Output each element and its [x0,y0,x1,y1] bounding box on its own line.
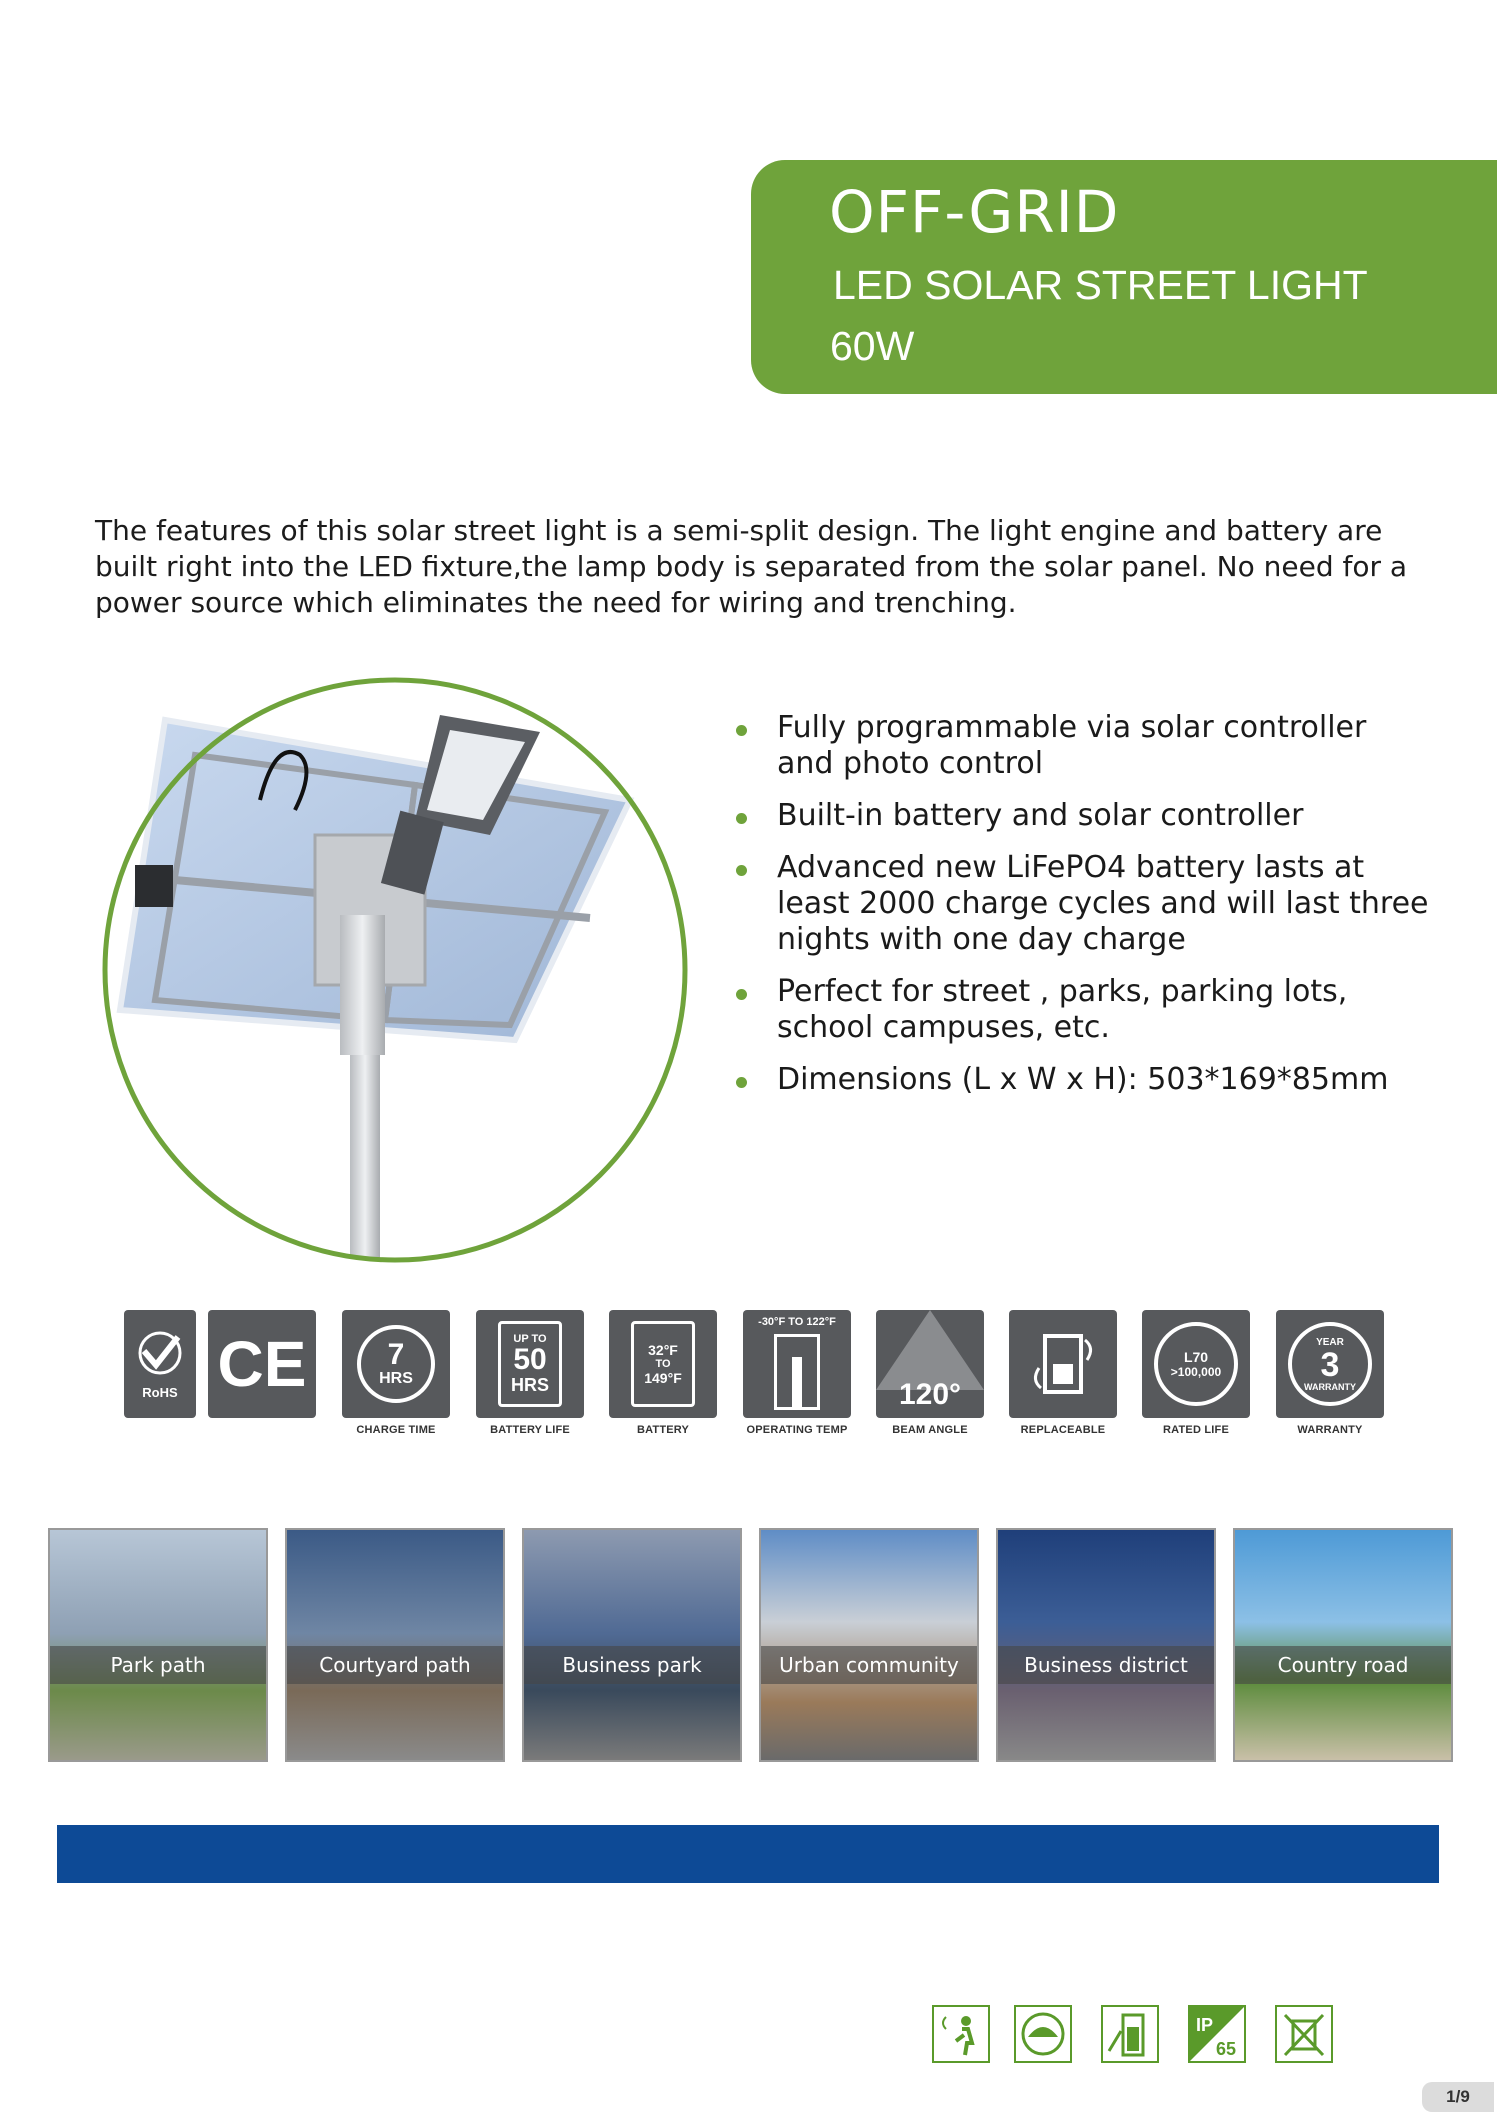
ce-icon: CE [208,1310,316,1418]
application-photo [759,1528,979,1762]
spec-battery-life [475,1310,585,1436]
page-title: OFF-GRID [829,178,1120,246]
battery-life-unit: HRS [510,1374,549,1395]
spec-rohs [105,1310,215,1418]
spec-caption: BEAM ANGLE [892,1424,968,1436]
application-photo [1233,1528,1453,1762]
spec-caption: OPERATING TEMP [746,1424,848,1436]
feature-item: Built-in battery and solar controller [730,798,1430,834]
application-label: Business district [998,1646,1214,1684]
application-gallery [48,1528,1450,1760]
battery-life-icon [476,1310,584,1418]
spec-warranty [1275,1310,1385,1436]
rated-life-icon [1142,1310,1250,1418]
operating-temp-icon [743,1310,851,1418]
spec-beam-angle [875,1310,985,1436]
spec-replaceable [1008,1310,1118,1436]
charge-time-value: 7 [387,1338,405,1371]
application-label: Urban community [761,1646,977,1684]
rated-life-value: >100,000 [1170,1365,1222,1379]
spec-operating-temp [742,1310,852,1436]
application-label: Courtyard path [287,1646,503,1684]
spec-ce [207,1310,317,1418]
replaceable-icon [1009,1310,1117,1418]
weee-bin-icon [1275,2005,1333,2063]
feature-list [730,710,1430,1114]
beam-angle-value: 120° [898,1378,962,1411]
spec-caption: CHARGE TIME [356,1424,436,1436]
spec-caption: WARRANTY [1297,1424,1363,1436]
battery-to: TO [655,1358,671,1370]
spec-caption: REPLACEABLE [1020,1424,1106,1436]
application-photo [285,1528,505,1762]
product-image [85,660,705,1280]
ip-value: 65 [1216,2039,1237,2059]
page-number: 1/9 [1422,2082,1494,2112]
battery-life-value: 50 [513,1342,547,1376]
battery-max-temp: 149°F [644,1370,682,1386]
spec-icon-row [105,1310,1395,1440]
warranty-value: 3 [1320,1345,1340,1384]
feature-item: Fully programmable via solar controller and photo control [730,710,1430,782]
motion-sensor-icon [932,2005,990,2063]
battery-life-prefix: UP TO [513,1332,547,1345]
wattage-label: 60W [830,323,915,369]
application-label: Country road [1235,1646,1451,1684]
application-label: Park path [50,1646,266,1684]
battery-min-temp: 32°F [648,1342,678,1358]
ip65-icon [1188,2005,1246,2063]
page-subtitle: LED SOLAR STREET LIGHT [833,262,1368,308]
application-label: Business park [524,1646,740,1684]
ip-text: IP [1196,2015,1214,2035]
operating-temp-range: -30°F TO 122°F [758,1316,836,1328]
spec-caption: BATTERY LIFE [490,1424,570,1436]
spec-caption: RATED LIFE [1163,1424,1229,1436]
spec-rated-life [1141,1310,1251,1436]
warranty-word: WARRANTY [1304,1381,1356,1392]
charge-time-icon [342,1310,450,1418]
rohs-text: RoHS [142,1385,178,1400]
application-photo [522,1528,742,1762]
spec-caption: BATTERY [636,1424,690,1436]
rohs-icon [124,1310,196,1418]
solar-globe-icon [1014,2005,1072,2063]
charge-time-unit: HRS [379,1370,413,1387]
warranty-year: YEAR [1316,1336,1344,1348]
spec-battery [608,1310,718,1436]
warranty-icon [1276,1310,1384,1418]
feature-item: Perfect for street , parks, parking lots, school campuses, etc. [730,974,1430,1046]
feature-item: Dimensions (L x W x H): 503*169*85mm [730,1062,1430,1098]
application-photo [996,1528,1216,1762]
application-photo [48,1528,268,1762]
intro-paragraph: The features of this solar street light is a semi-split design. The light engine and battery are built right into the LED fixture,the lamp body is separated from the solar panel. No need for a power source which eliminates the need for wiring and trenching. [95,514,1408,619]
footer-bar [57,1825,1439,1883]
beam-angle-icon [876,1310,984,1418]
solar-battery-icon [1101,2005,1159,2063]
rated-life-l70: L70 [1183,1349,1209,1365]
spec-charge-time [341,1310,451,1436]
feature-item: Advanced new LiFePO4 battery lasts at least 2000 charge cycles and will last three nights with one day charge [730,850,1430,958]
battery-icon [609,1310,717,1418]
